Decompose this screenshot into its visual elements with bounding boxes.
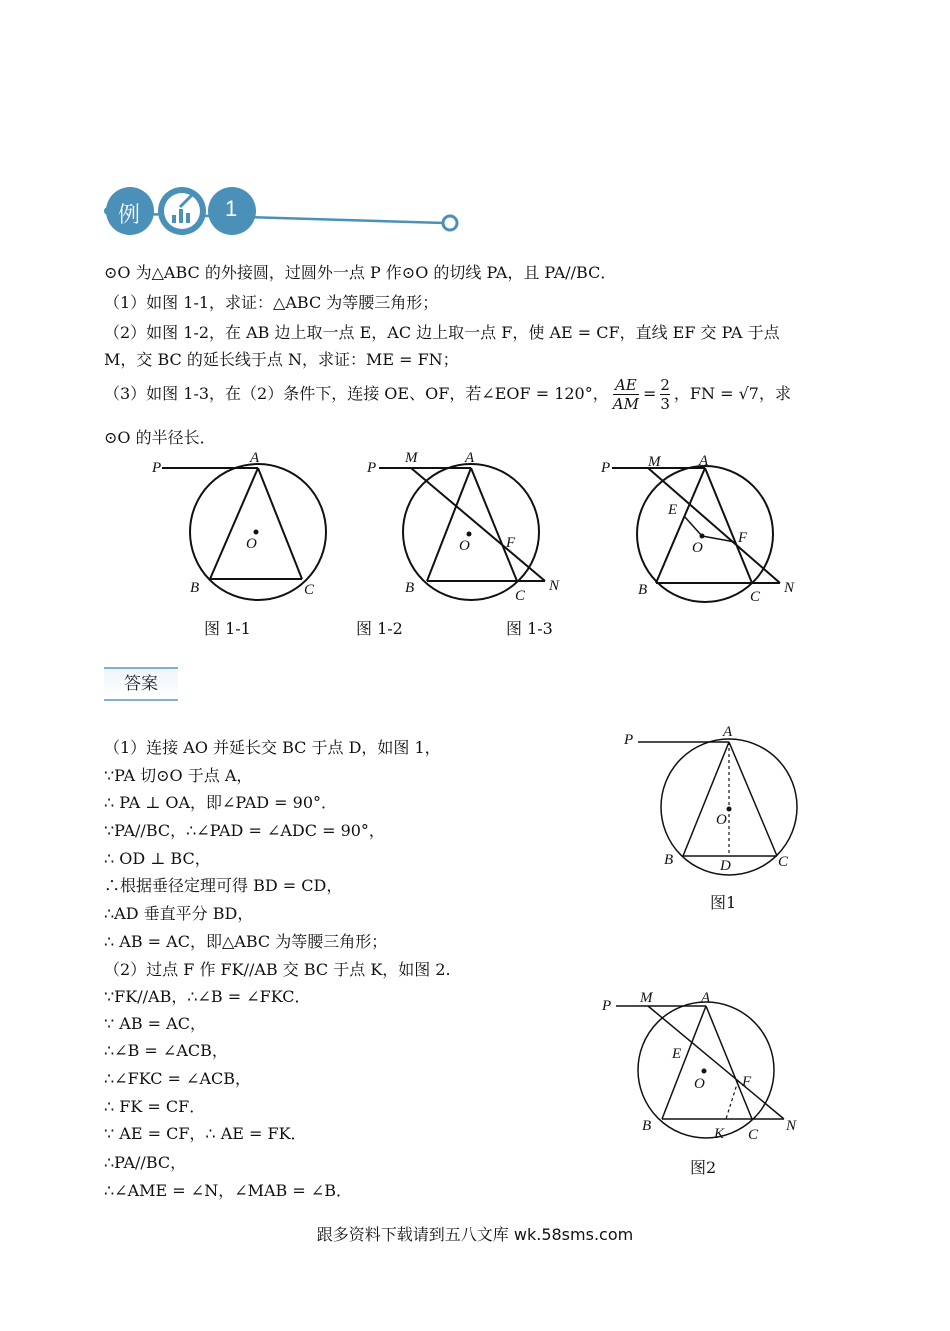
fig2-point-B: B [642, 1118, 652, 1134]
answer-line: ∴PA//BC， [104, 1153, 187, 1172]
figure-1-1-caption: 图 1-1 [204, 619, 251, 638]
answer-line: ∴ FK = CF． [104, 1097, 206, 1116]
fig11-point-P: P [152, 460, 162, 476]
problem-intro: ⊙O 为△ABC 的外接圆，过圆外一点 P 作⊙O 的切线 PA，且 PA//BC． [104, 263, 617, 282]
fig1-point-B: B [664, 852, 674, 868]
figure-1-1 [150, 448, 330, 608]
fig13-point-C: C [750, 589, 761, 605]
figure-1-3-caption: 图 1-3 [506, 619, 553, 638]
q3-text-post: ，FN = √7，求 [673, 384, 791, 403]
fig13-point-E: E [668, 502, 678, 518]
answer-figure-1 [620, 720, 810, 915]
answer-line: ∴ OD ⊥ BC， [104, 849, 211, 868]
fraction-two-thirds [660, 376, 670, 413]
fig11-point-B: B [190, 580, 200, 596]
problem-q2-line2: M，交 BC 的延长线于点 N，求证：ME = FN； [104, 350, 459, 369]
answer-line: ∵ AB = AC， [104, 1014, 206, 1033]
badge-number: 1 [225, 196, 238, 221]
answer-tag-label: 答案 [124, 674, 158, 694]
answer-line: ∵PA 切⊙O 于点 A， [104, 766, 253, 785]
fig1-point-O: O [716, 812, 727, 828]
fig12-point-O: O [459, 538, 470, 554]
answer-line: ∴∠B = ∠ACB， [104, 1041, 228, 1060]
fraction-ae-am [613, 376, 639, 413]
fraction-denominator: AM [612, 394, 639, 413]
problem-q3-line2: ⊙O 的半径长． [104, 428, 216, 447]
figure-1-2 [365, 448, 565, 608]
answer-figure-2-caption: 图2 [690, 1158, 717, 1177]
answer-line: ∴∠AME = ∠N，∠MAB = ∠B． [104, 1181, 353, 1200]
example-header-banner [100, 183, 465, 239]
fig1-point-A: A [723, 724, 733, 740]
answer-line: ∴∠FKC = ∠ACB， [104, 1069, 251, 1088]
fig2-point-E: E [672, 1046, 682, 1062]
answer-line: ∴ PA ⊥ OA，即∠PAD = 90°． [104, 793, 338, 812]
fig13-point-O: O [692, 540, 703, 556]
q3-text-pre: （3）如图 1-3，在（2）条件下，连接 OE、OF，若∠EOF = 120°， [104, 384, 609, 403]
answer-line: （1）连接 AO 并延长交 BC 于点 D，如图 1， [104, 738, 441, 757]
answer-line: ∴ AB = AC，即△ABC 为等腰三角形； [104, 932, 388, 951]
fig2-point-K: K [714, 1126, 725, 1142]
answer-line: ∴根据垂径定理可得 BD = CD， [104, 876, 343, 895]
fig13-point-A: A [699, 453, 709, 469]
fig13-point-N: N [784, 580, 795, 596]
fig12-point-A: A [465, 450, 475, 466]
fig2-point-P: P [602, 998, 612, 1014]
answer-figure-1-caption: 图1 [710, 893, 737, 912]
fig12-point-C: C [515, 588, 526, 604]
fig13-point-F: F [738, 530, 748, 546]
fig2-point-A: A [701, 990, 711, 1006]
fig2-point-M: M [640, 990, 653, 1006]
fig12-point-P: P [367, 460, 377, 476]
fig11-point-A: A [250, 450, 260, 466]
answer-line: ∴AD 垂直平分 BD， [104, 904, 254, 923]
answer-line: （2）过点 F 作 FK//AB 交 BC 于点 K，如图 2. [104, 960, 451, 979]
fraction-numerator: AE [613, 376, 639, 395]
fig11-point-O: O [246, 536, 257, 552]
figure-1-3 [598, 448, 808, 608]
fig1-point-D: D [720, 858, 731, 874]
badge-example-label: 例 [118, 203, 141, 228]
fig11-point-C: C [304, 582, 315, 598]
fig1-point-P: P [624, 732, 634, 748]
problem-q2-line1: （2）如图 1-2，在 AB 边上取一点 E，AC 边上取一点 F，使 AE = CF，直线 EF 交 PA 于点 [104, 323, 780, 342]
fig13-point-M: M [648, 454, 661, 470]
answer-tag [104, 667, 178, 701]
fig1-point-C: C [778, 854, 789, 870]
fig13-point-B: B [638, 582, 648, 598]
answer-line: ∵PA//BC，∴∠PAD = ∠ADC = 90°， [104, 821, 385, 840]
q3-equals: = [642, 384, 657, 403]
fig12-point-M: M [405, 450, 418, 466]
fraction-value-denominator: 3 [660, 394, 670, 413]
answer-line: ∵FK//AB，∴∠B = ∠FKC． [104, 987, 311, 1006]
problem-q1: （1）如图 1-1，求证：△ABC 为等腰三角形； [104, 293, 439, 312]
figure-1-2-caption: 图 1-2 [356, 619, 403, 638]
fig13-point-P: P [601, 460, 611, 476]
footer-text: 跟多资料下载请到五八文库 wk.58sms.com [316, 1225, 634, 1244]
fraction-value-numerator: 2 [660, 375, 670, 394]
fig12-point-N: N [549, 578, 560, 594]
answer-line: ∵ AE = CF，∴ AE = FK． [104, 1124, 307, 1143]
answer-figure-2 [598, 982, 808, 1147]
fig2-point-O: O [694, 1076, 705, 1092]
fig2-point-C: C [748, 1127, 759, 1143]
problem-q3-line1 [104, 372, 791, 416]
pen-chart-icon [170, 198, 194, 222]
fig2-point-F: F [742, 1074, 752, 1090]
fig12-point-F: F [506, 535, 516, 551]
fig2-point-N: N [786, 1118, 797, 1134]
fig12-point-B: B [405, 580, 415, 596]
